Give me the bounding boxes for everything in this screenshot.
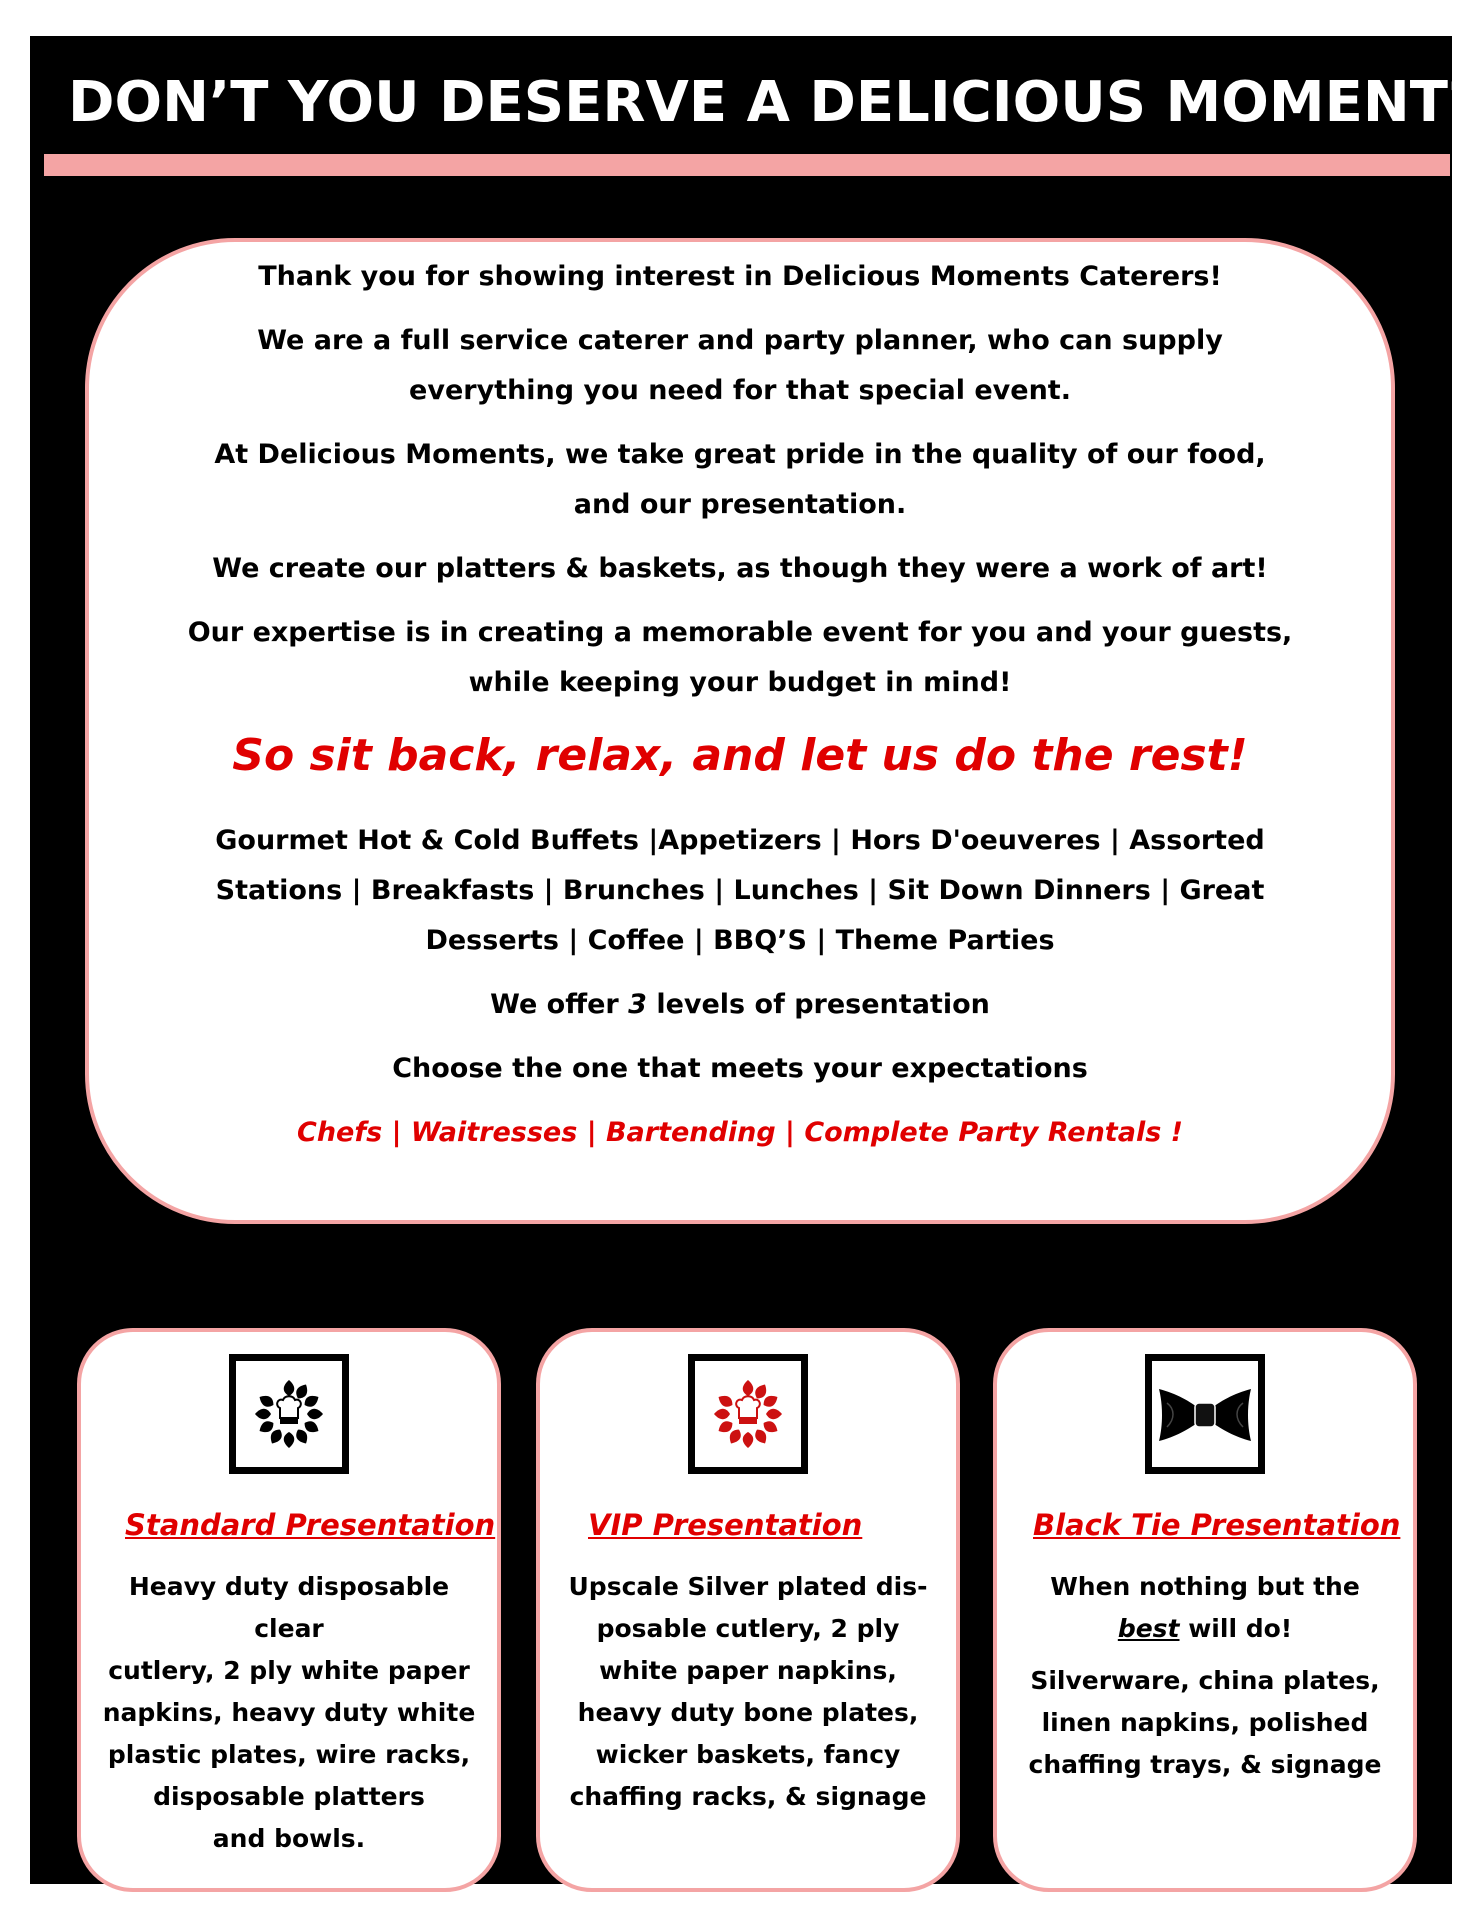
- services-line-2: Stations | Breakfasts | Brunches | Lunches | Sit Down Dinners | Great: [215, 875, 1265, 906]
- intro-box: [85, 238, 1395, 1224]
- black-tie-presentation-card: [993, 1328, 1417, 1892]
- services-line-1: Gourmet Hot & Cold Buffets |Appetizers | Hors D'oeuveres | Assorted: [215, 825, 1265, 856]
- intro-expertise-line-1: Our expertise is in creating a memorable event for you and your guests,: [187, 617, 1293, 648]
- black-tie-line-2: linen napkins, polished: [1041, 1708, 1369, 1737]
- vip-line-5: wicker baskets, fancy: [595, 1740, 901, 1769]
- vip-line-6: chaffing racks, & signage: [569, 1782, 927, 1811]
- title-underline-bar: [44, 154, 1450, 176]
- intro-thanks: Thank you for showing interest in Delicious Moments Caterers!: [258, 261, 1222, 292]
- standard-line-4: plastic plates, wire racks,: [107, 1740, 471, 1769]
- standard-line-1: Heavy duty disposable clear: [128, 1572, 450, 1643]
- choose-text: Choose the one that meets your expectations: [392, 1053, 1088, 1084]
- black-tie-icon-frame: [1145, 1354, 1265, 1474]
- standard-presentation-card: [77, 1328, 501, 1892]
- vip-description: [560, 1566, 936, 1818]
- intro-pride-line-2: and our presentation.: [573, 489, 907, 520]
- standard-line-2: cutlery, 2 ply white paper: [108, 1656, 470, 1685]
- vip-line-4: heavy duty bone plates,: [577, 1698, 919, 1727]
- intro-slogan: So sit back, relax, and let us do the rest!: [232, 730, 1248, 781]
- vip-line-1: Upscale Silver plated dis-: [568, 1572, 928, 1601]
- standard-line-3: napkins, heavy duty white: [102, 1698, 476, 1727]
- standard-icon-frame: [229, 1354, 349, 1474]
- intro-full-service-line-2: everything you need for that special event.: [409, 375, 1071, 406]
- intro-full-service-line-1: We are a full service caterer and party planner, who can supply: [257, 325, 1223, 356]
- vip-title: VIP Presentation: [588, 1508, 863, 1542]
- chef-hat-wreath-icon: [706, 1372, 790, 1456]
- intro-expertise-line-2: while keeping your budget in mind!: [468, 667, 1012, 698]
- flyer-panel: [30, 36, 1481, 1884]
- black-tie-best: best: [1117, 1614, 1180, 1643]
- black-tie-spacer: [1017, 1650, 1393, 1660]
- standard-description: [101, 1566, 477, 1860]
- levels-suffix: levels of presentation: [646, 989, 990, 1020]
- vip-line-3: white paper napkins,: [599, 1656, 897, 1685]
- black-tie-tagline-rest: will do!: [1179, 1614, 1293, 1643]
- vip-icon-frame: [688, 1354, 808, 1474]
- standard-line-6: and bowls.: [212, 1824, 366, 1853]
- page-title: DON’T YOU DESERVE A DELICIOUS MOMENT?: [68, 70, 1481, 135]
- vip-presentation-card: [536, 1328, 960, 1892]
- staff-services: Chefs | Waitresses | Bartending | Complete Party Rentals !: [297, 1117, 1183, 1148]
- chef-hat-wreath-icon: [247, 1372, 331, 1456]
- black-tie-tagline-1: When nothing but the: [1050, 1572, 1360, 1601]
- black-tie-tagline-2: [1017, 1608, 1393, 1650]
- standard-title: Standard Presentation: [125, 1508, 496, 1542]
- black-tie-title: Black Tie Presentation: [1033, 1508, 1401, 1542]
- bow-tie-icon: [1155, 1379, 1255, 1449]
- intro-art: We create our platters & baskets, as though they were a work of art!: [212, 553, 1268, 584]
- levels-text: [89, 980, 1391, 1030]
- levels-prefix: We offer: [490, 989, 629, 1020]
- intro-pride-line-1: At Delicious Moments, we take great pride in the quality of our food,: [214, 439, 1266, 470]
- vip-line-2: posable cutlery, 2 ply: [596, 1614, 900, 1643]
- black-tie-line-3: chaffing trays, & signage: [1028, 1750, 1382, 1779]
- levels-number: 3: [628, 989, 647, 1020]
- services-line-3: Desserts | Coffee | BBQ’S | Theme Parties: [425, 925, 1055, 956]
- black-tie-description: [1017, 1566, 1393, 1786]
- standard-line-5: disposable platters: [153, 1782, 425, 1811]
- black-tie-line-1: Silverware, china plates,: [1030, 1666, 1380, 1695]
